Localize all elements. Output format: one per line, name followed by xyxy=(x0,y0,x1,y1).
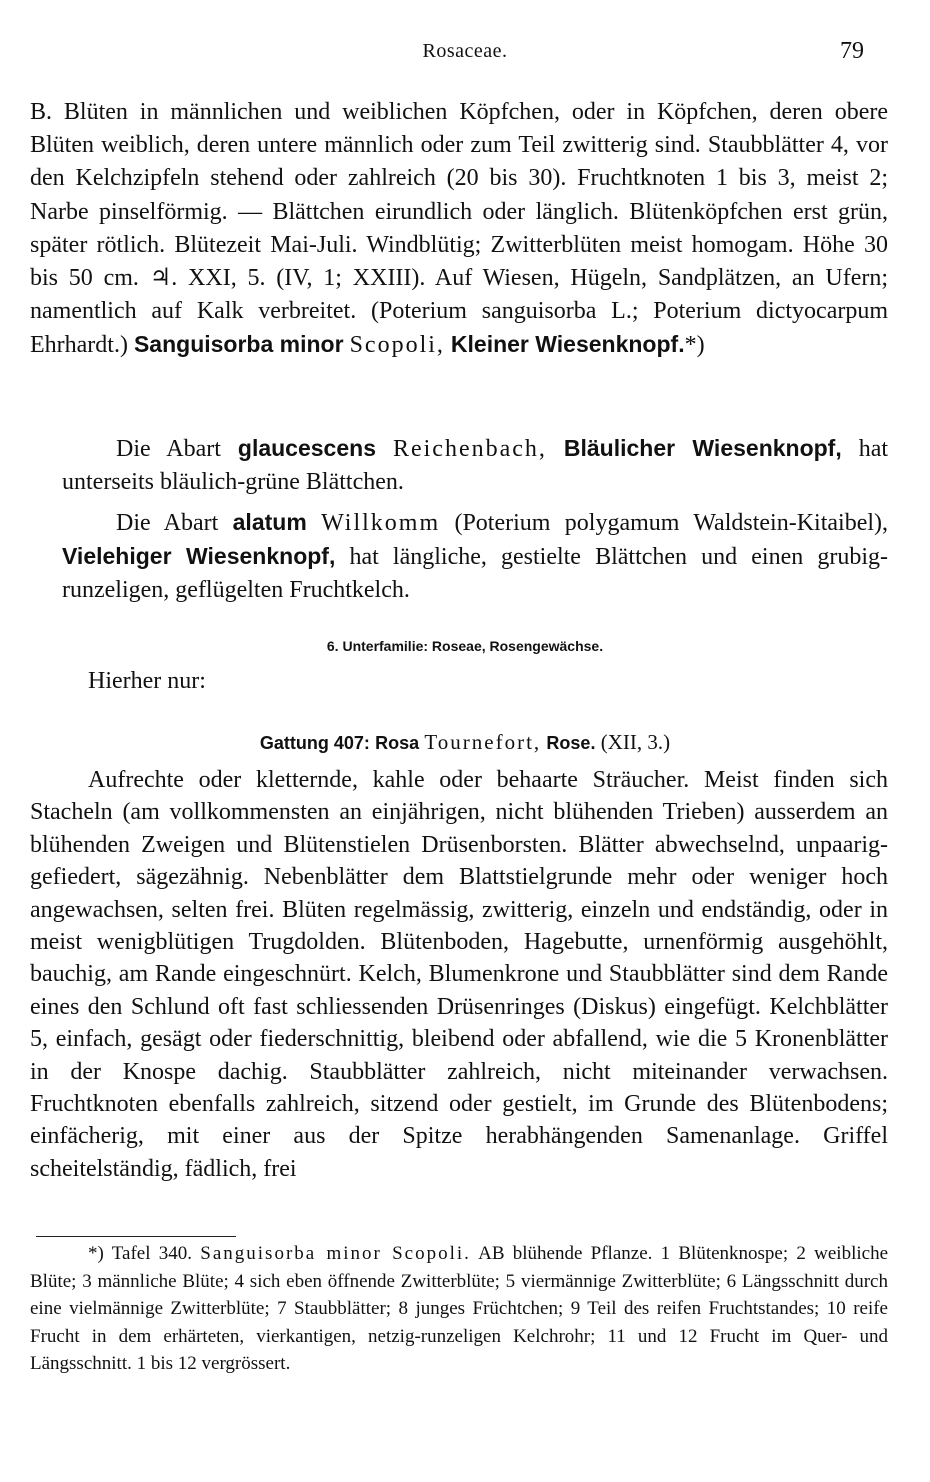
species-name: Sanguisorba minor xyxy=(133,331,344,358)
variety-name: alatum xyxy=(232,509,307,535)
variety-name: glaucescens xyxy=(237,435,376,461)
genus-common-name: Rose. xyxy=(546,733,596,753)
variety-synonym: (Poterium polygamum Waldstein-Kitaibel), xyxy=(454,510,889,536)
genus-description-text: Aufrechte oder kletternde, kahle oder behaarte Sträucher. Meist finden sich Stacheln (am vollkommensten an einjährigen, nicht blühenden Trieben) ausserdem an blühenden Zweigen und Blütenstielen Drüsenborsten. Blätter abwechselnd, unpaarig-gefiedert, sägezähnig. Nebenblätter dem Blattstielgrunde mehr oder weniger hoch angewachsen, selten frei. Blüten regelmässig, zwitterig, einzeln und endständig, oder in meist wenigblütigen Trugdolden. Blütenboden, Hagebutte, urnenförmig ausgehöhlt, bauchig, am Rande eingeschnürt. Kelch, Blumenkrone und Staubblätter sind dem Rande eines den Schlund oft fast schliessenden Drüsenringes (Diskus) eingefügt. Kelchblätter 5, einfach, gesägt oder fiederschnittig, bleibend oder abfallend, wie die 5 Kronenblätter in der Knospe dachig. Staubblätter zahlreich, nicht miteinander verwachsen. Fruchtknoten ebenfalls zahlreich, sitzend oder gestielt, im Grunde des Blütenbodens; einfächerig, mit einer aus der Spitze herabhängenden Samenanlage. Griffel scheitelständig, fädlich, frei xyxy=(30,767,888,1182)
variety-common-name: Bläulicher Wiesenknopf, xyxy=(563,435,842,461)
footnote-divider xyxy=(36,1236,236,1237)
variety-alatum-paragraph xyxy=(62,506,888,607)
variety-prefix: Die Abart xyxy=(116,436,221,462)
genus-label: Gattung 407: xyxy=(259,733,370,753)
species-author: Scopoli, xyxy=(349,332,445,359)
footnote-mark: *) Tafel 340. xyxy=(88,1243,192,1264)
footnote-species: Sanguisorba minor Scopoli. xyxy=(200,1243,471,1264)
subfamily-heading: 6. Unterfamilie: Roseae, Rosengewächse. xyxy=(326,638,604,654)
running-header: Rosaceae. xyxy=(422,40,508,62)
variety-glaucescens-paragraph xyxy=(62,432,888,499)
hierher-nur-label: Hierher nur: xyxy=(88,668,206,694)
page-number: 79 xyxy=(840,38,864,64)
variety-common-name: Vielehiger Wiesenknopf, xyxy=(62,543,336,569)
genus-class: (XII, 3.) xyxy=(600,730,671,754)
species-common-name: Kleiner Wiesenknopf. xyxy=(450,331,685,358)
variety-prefix: Die Abart xyxy=(116,510,219,536)
variety-description: hat unterseits bläulich-grüne Blättchen. xyxy=(62,436,889,495)
variety-author: Reichenbach, xyxy=(392,436,547,462)
footnote xyxy=(30,1240,888,1378)
section-b-paragraph xyxy=(30,96,888,363)
genus-name: Rosa xyxy=(375,733,420,753)
genus-author: Tournefort, xyxy=(424,730,542,754)
section-b-text: B. Blüten in männlichen und weiblichen Köpfchen, oder in Köpfchen, deren obere Blüten weiblich, deren untere männlich oder zum Teil zwitterig sind. Staubblätter 4, vor den Kelchzipfeln stehend oder zahlreich (20 bis 30). Fruchtknoten 1 bis 3, meist 2; Narbe pinselförmig. — Blättchen eirundlich oder länglich. Blütenköpfchen erst grün, später rötlich. Blütezeit Mai-Juli. Windblütig; Zwitterblüten meist homogam. Höhe 30 bis 50 cm. ♃. XXI, 5. (IV, 1; XXIII). Auf Wiesen, Hügeln, Sandplätzen, an Ufern; namentlich auf Kalk verbreitet. (Poterium sanguisorba L.; Poterium dictyocarpum Ehrhardt.) xyxy=(30,99,888,359)
variety-description: hat längliche, gestielte Blättchen und einen grubig-runzeligen, geflügelten Fruchtkelch. xyxy=(62,544,889,603)
genus-description xyxy=(30,764,888,1185)
footnote-marker: *) xyxy=(684,332,705,359)
variety-author: Willkomm xyxy=(321,510,441,536)
footnote-text: AB blühende Pflanze. 1 Blütenknospe; 2 weibliche Blüte; 3 männliche Blüte; 4 sich eben öffnende Zwitterblüte; 5 viermännige Zwitterblüte; 6 Längsschnitt durch eine vielmännige Zwitterblüte; 7 Staubblätter; 8 junges Früchtchen; 9 Teil des reifen Fruchtstandes; 10 reife Frucht in dem erhärteten, vierkantigen, netzig-runzeligen Kelchrohr; 11 und 12 Frucht im Quer- und Längsschnitt. 1 bis 12 vergrössert. xyxy=(30,1243,889,1374)
genus-heading xyxy=(0,730,930,755)
